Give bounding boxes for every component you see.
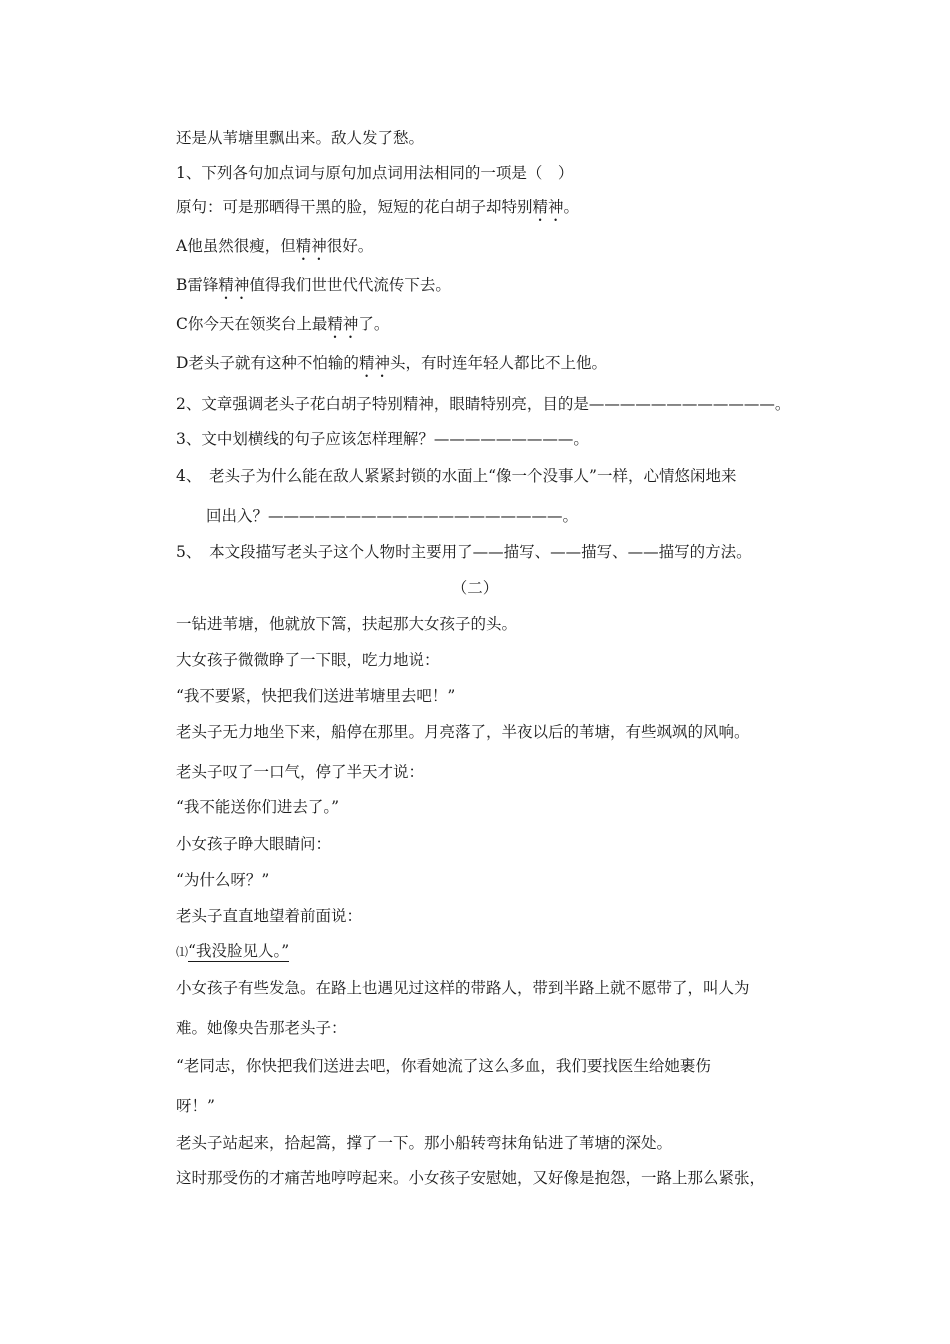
option-a-dotted-word: 精神 [295,237,327,255]
option-c-dotted-word: 精神 [327,315,359,333]
original-dotted-word: 精神 [532,198,564,216]
original-suffix: 。 [563,198,580,216]
passage1-tail: 还是从苇塘里飘出来。敌人发了愁。 [176,129,425,147]
option-c-suffix: 了。 [358,315,390,333]
passage2-line-8: “为什么呀？” [176,871,270,889]
option-c-prefix: C你今天在领奖台上最 [176,315,328,333]
q1-option-b [176,275,451,303]
option-b-prefix: B雷锋 [176,276,219,294]
option-a-prefix: A他虽然很瘦，但 [176,237,296,255]
passage2-line-4: 老头子无力地坐下来，船停在那里。月亮落了，半夜以后的苇塘，有些飒飒的风响。 [176,723,750,741]
question-5: 5、 本文段描写老头子这个人物时主要用了——描写、——描写、——描写的方法。 [176,543,752,561]
option-b-dotted-word: 精神 [218,276,250,294]
passage2-line-1: 一钻进苇塘，他就放下篙，扶起那大女孩子的头。 [176,615,518,633]
passage2-line-5: 老头子叹了一口气，停了半天才说： [176,763,425,781]
passage2-rest-line-3: “老同志，你快把我们送进去吧，你看她流了这么多血，我们要找医生给她裹伤 [176,1057,711,1075]
question-4-line1: 4、 老头子为什么能在敌人紧紧封锁的水面上“像一个没事人”一样，心情悠闲地来 [176,467,737,485]
q1-option-a [176,236,373,264]
passage2-line-7: 小女孩子睁大眼睛问： [176,835,332,853]
question-4-line2: 回出入？———————————————————。 [206,507,579,525]
passage2-line-3: “我不要紧，快把我们送进苇塘里去吧！” [176,687,456,705]
q1-option-d [176,353,607,381]
passage2-line-6: “我不能送你们进去了。” [176,798,340,816]
question-2: 2、文章强调老头子花白胡子特别精神，眼睛特别亮，目的是————————————。 [176,395,791,413]
q1-original-sentence [176,197,579,225]
passage2-rest-line-6: 这时那受伤的才痛苦地哼哼起来。小女孩子安慰她，又好像是抱怨，一路上那么紧张， [176,1169,766,1187]
sentence-marker: ⑴ [176,945,189,959]
question-1-stem: 1、下列各句加点词与原句加点词用法相同的一项是（ ） [176,164,574,182]
passage2-rest-line-1: 小女孩子有些发急。在路上也遇见过这样的带路人，带到半路上就不愿带了，叫人为 [176,979,750,997]
passage2-rest-line-4: 呀！” [176,1097,215,1115]
section-2-title: （二） [451,579,499,597]
option-b-suffix: 值得我们世世代代流传下去。 [249,276,451,294]
underlined-sentence-text: “我没脸见人。” [188,942,290,960]
passage2-rest-line-5: 老头子站起来，拾起篙，撑了一下。那小船转弯抹角钻进了苇塘的深处。 [176,1134,673,1152]
original-prefix: 原句：可是那晒得干黑的脸，短短的花白胡子却特别 [176,198,533,216]
passage2-line-2: 大女孩子微微睁了一下眼，吃力地说： [176,651,440,669]
option-a-suffix: 很好。 [326,237,374,255]
question-3: 3、文中划横线的句子应该怎样理解？—————————。 [176,430,589,448]
q1-option-c [176,314,389,342]
option-d-suffix: 头，有时连年轻人都比不上他。 [389,354,607,372]
option-d-prefix: D老头子就有这种不怕输的 [176,354,359,372]
passage2-rest-line-2: 难。她像央告那老头子： [176,1019,347,1037]
underlined-sentence-1 [176,941,289,962]
option-d-dotted-word: 精神 [358,354,390,372]
passage2-line-9: 老头子直直地望着前面说： [176,907,363,925]
